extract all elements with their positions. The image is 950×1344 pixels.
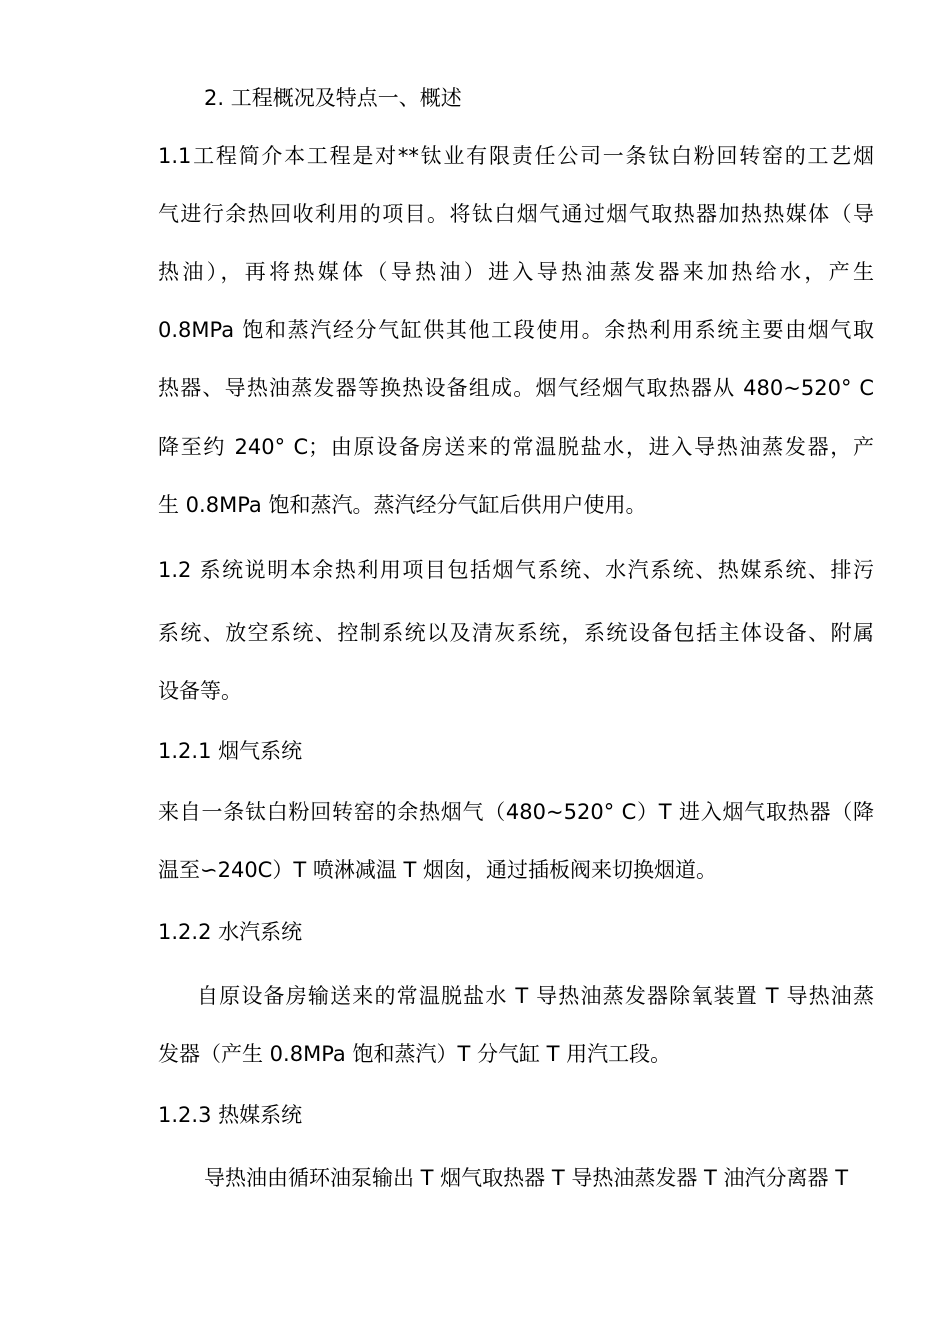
paragraph-line: 生 0.8MPa 饱和蒸汽。蒸汽经分气缸后供用户使用。	[158, 493, 647, 517]
paragraph-line: 自原设备房输送来的常温脱盐水 T 导热油蒸发器除氧装置 T 导热油蒸	[197, 984, 874, 1008]
paragraph-line: 设备等。	[158, 679, 242, 703]
paragraph-line: 系统、放空系统、控制系统以及清灰系统，系统设备包括主体设备、附属	[158, 621, 874, 645]
paragraph-line: 来自一条钛白粉回转窑的余热烟气（480~520° C）T 进入烟气取热器（降	[158, 800, 874, 824]
paragraph-line: 温至∽240C）T 喷淋减温 T 烟囱，通过插板阀来切换烟道。	[158, 858, 718, 882]
paragraph-line: 降至约 240° C；由原设备房送来的常温脱盐水，进入导热油蒸发器，产	[158, 435, 874, 459]
document-title: 2. 工程概况及特点一、概述	[204, 86, 462, 110]
paragraph-line: 1.1工程简介本工程是对**钛业有限责任公司一条钛白粉回转窑的工艺烟	[158, 144, 874, 168]
section-heading: 1.2.1 烟气系统	[158, 739, 303, 763]
paragraph-line: 热器、导热油蒸发器等换热设备组成。烟气经烟气取热器从 480~520° C	[158, 376, 874, 400]
section-heading: 1.2.3 热媒系统	[158, 1103, 303, 1127]
paragraph-line: 气进行余热回收利用的项目。将钛白烟气通过烟气取热器加热热媒体（导	[158, 202, 874, 226]
paragraph-line: 发器（产生 0.8MPa 饱和蒸汽）T 分气缸 T 用汽工段。	[158, 1042, 672, 1066]
paragraph-line: 1.2 系统说明本余热利用项目包括烟气系统、水汽系统、热媒系统、排污	[158, 558, 874, 582]
paragraph-line: 导热油由循环油泵输出 T 烟气取热器 T 导热油蒸发器 T 油汽分离器 T	[204, 1166, 849, 1190]
section-heading: 1.2.2 水汽系统	[158, 920, 303, 944]
paragraph-line: 0.8MPa 饱和蒸汽经分气缸供其他工段使用。余热利用系统主要由烟气取	[158, 318, 874, 342]
paragraph-line: 热油），再将热媒体（导热油）进入导热油蒸发器来加热给水，产生	[158, 260, 874, 284]
